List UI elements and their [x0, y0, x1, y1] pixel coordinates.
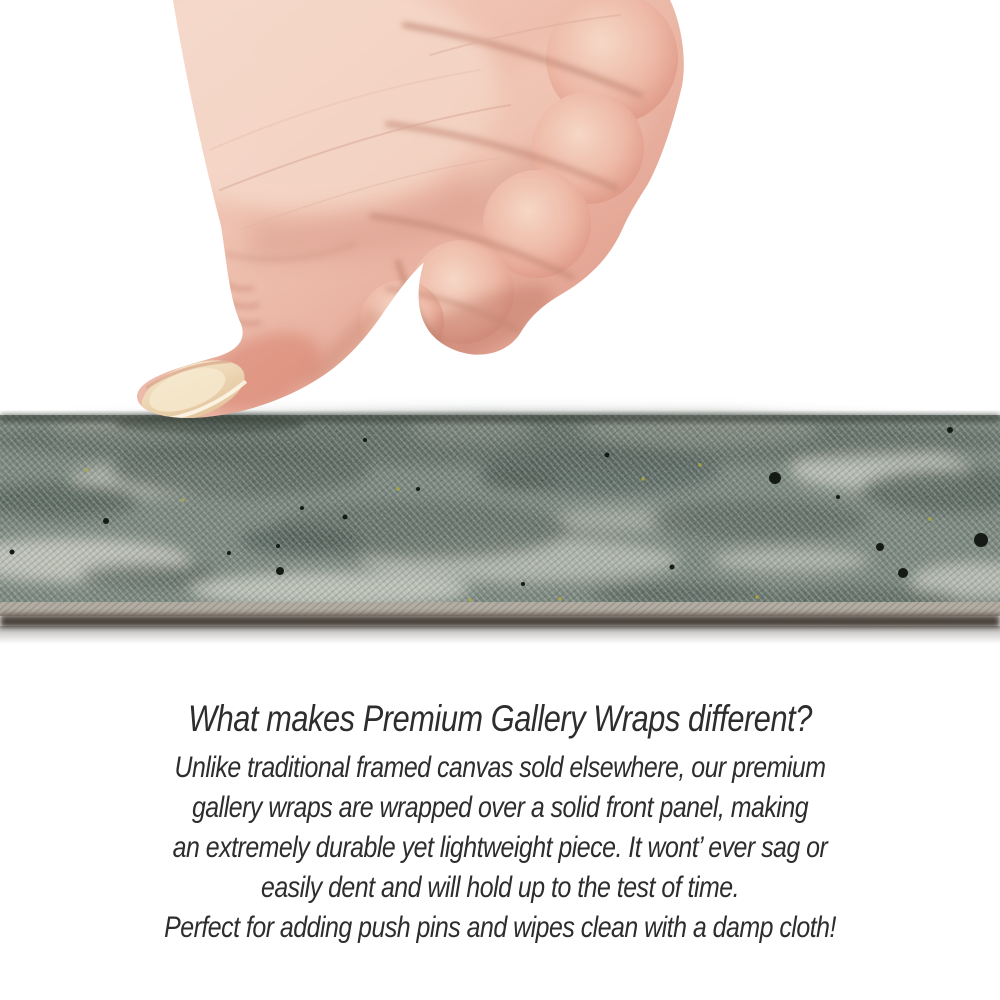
hand-illustration — [100, 0, 689, 434]
canvas-fold-weave — [0, 602, 1000, 616]
caption — [85, 697, 915, 948]
caption-line-1: Unlike traditional framed canvas sold elsewhere, our premium — [174, 751, 826, 784]
canvas-grain — [0, 415, 1000, 615]
caption-line-3: an extremely durable yet lightweight piece. It wont’ ever sag or — [172, 831, 828, 864]
caption-line-2: gallery wraps are wrapped over a solid front panel, making — [191, 791, 809, 824]
canvas-strip — [0, 414, 1000, 644]
panel-edge — [0, 614, 1000, 627]
panel-drop-shadow — [0, 626, 1000, 644]
caption-line-5: Perfect for adding push pins and wipes clean with a damp cloth! — [164, 911, 836, 944]
caption-heading: What makes Premium Gallery Wraps different? — [188, 698, 812, 739]
caption-line-4: easily dent and will hold up to the test of time. — [260, 871, 740, 904]
thumb-contact-shadow — [115, 415, 305, 433]
